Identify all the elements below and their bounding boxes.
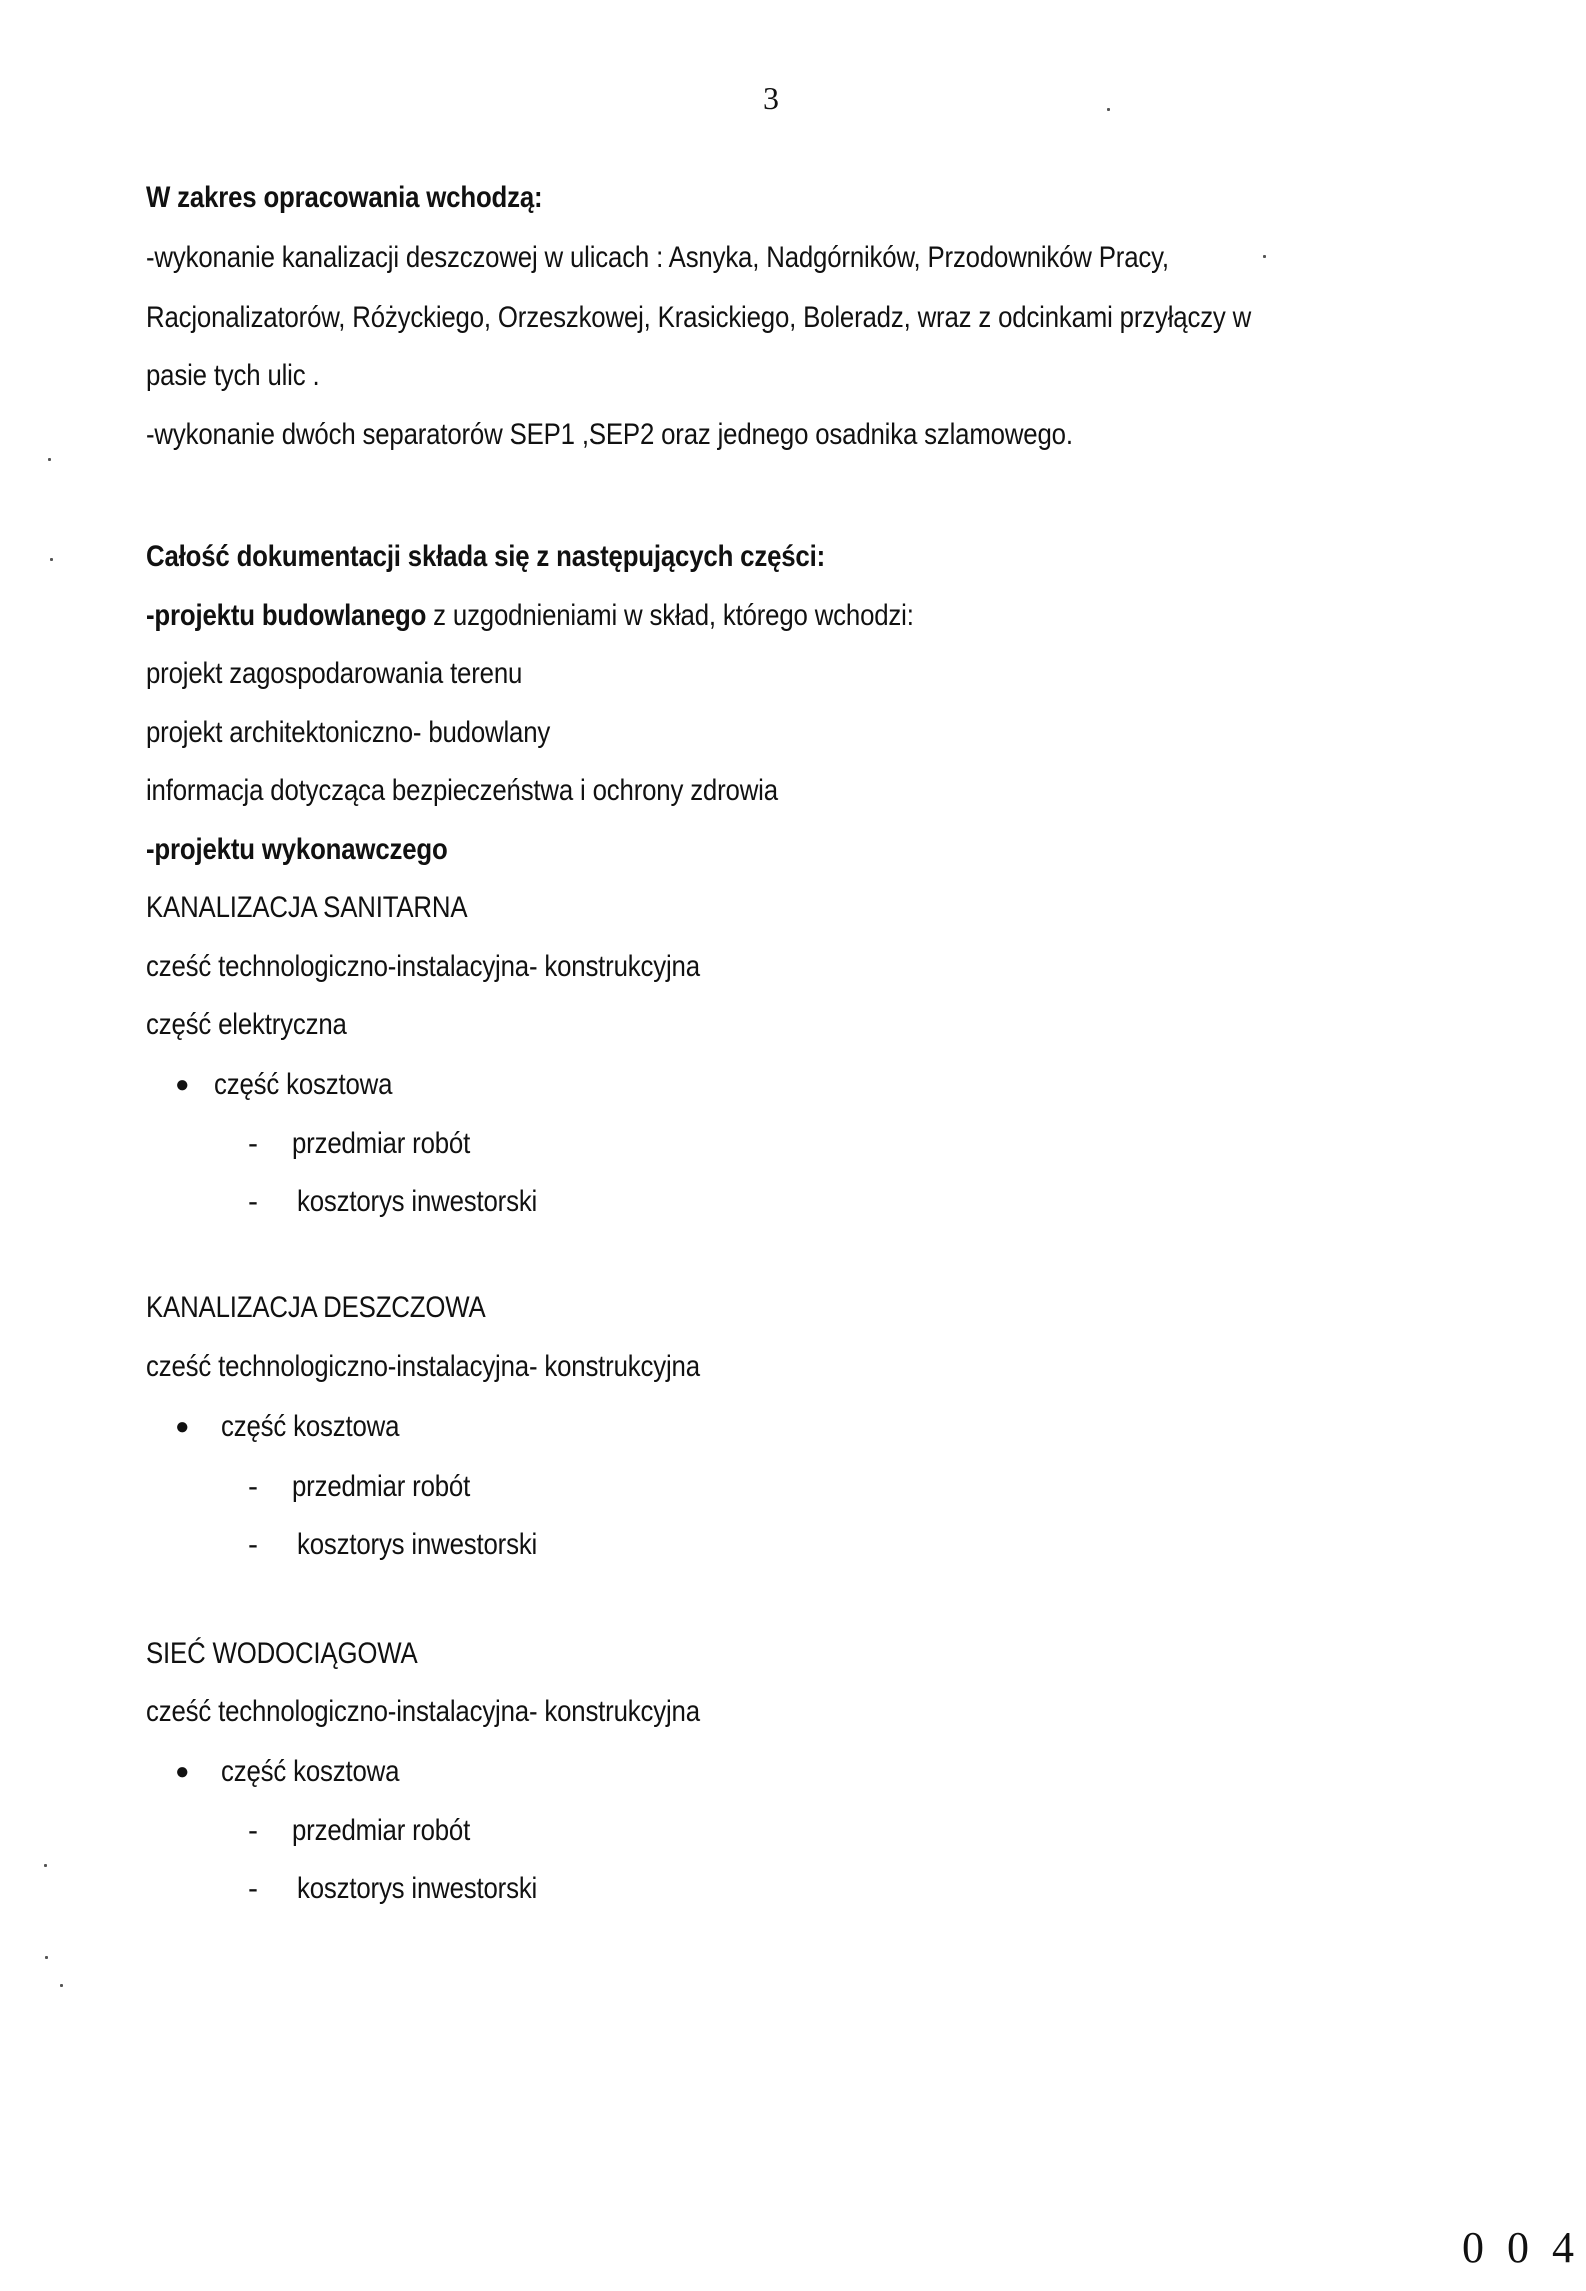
section-title: KANALIZACJA SANITARNA — [146, 891, 468, 924]
scan-speck — [48, 458, 51, 461]
intro-line: -wykonanie kanalizacji deszczowej w ulicach : Asnyka, Nadgórników, Przodowników Pracy, — [146, 241, 1169, 274]
sub-item: kosztorys inwestorski — [297, 1872, 538, 1905]
dash-icon: - — [248, 1814, 258, 1847]
construction-project-line — [146, 598, 914, 634]
section-part: cześć technologiczno-instalacyjna- konstrukcyjna — [146, 950, 700, 983]
scan-speck — [44, 1864, 47, 1867]
dash-icon: - — [248, 1185, 258, 1218]
intro-line: Racjonalizatorów, Różyckiego, Orzeszkowej, Krasickiego, Boleradz, wraz z odcinkami przyłączy w — [146, 301, 1252, 334]
dash-icon: - — [248, 1470, 258, 1503]
scan-speck — [60, 1984, 63, 1987]
dash-icon: - — [248, 1528, 258, 1561]
scan-speck — [50, 558, 53, 561]
intro-line: -wykonanie dwóch separatorów SEP1 ,SEP2 oraz jednego osadnika szlamowego. — [146, 418, 1073, 451]
scan-speck — [45, 1956, 48, 1959]
executive-project-label: -projektu wykonawczego — [146, 833, 448, 866]
section-part: cześć technologiczno-instalacyjna- konstrukcyjna — [146, 1350, 700, 1383]
bullet-icon: ● — [175, 1758, 190, 1785]
intro-line: pasie tych ulic . — [146, 359, 320, 392]
sub-item: przedmiar robót — [292, 1470, 471, 1503]
sub-item: kosztorys inwestorski — [297, 1528, 538, 1561]
construction-project-rest: z uzgodnieniami w skład, którego wchodzi: — [426, 599, 914, 632]
bullet-icon: ● — [175, 1413, 190, 1440]
section-part: część elektryczna — [146, 1008, 347, 1041]
bullet-label: część kosztowa — [221, 1755, 400, 1788]
documentation-heading: Całość dokumentacji składa się z następujących części: — [146, 540, 826, 573]
page-stamp: 0 0 4 — [1462, 2223, 1580, 2272]
dash-icon: - — [248, 1872, 258, 1905]
bullet-label: część kosztowa — [214, 1068, 393, 1101]
sub-item: przedmiar robót — [292, 1814, 471, 1847]
section-title: SIEĆ WODOCIĄGOWA — [146, 1637, 418, 1670]
scan-speck — [1107, 108, 1110, 111]
section-part: cześć technologiczno-instalacyjna- konstrukcyjna — [146, 1695, 700, 1728]
intro-heading: W zakres opracowania wchodzą: — [146, 181, 543, 214]
construction-item: projekt architektoniczno- budowlany — [146, 716, 551, 749]
page-number: 3 — [763, 80, 779, 116]
construction-item: projekt zagospodarowania terenu — [146, 657, 523, 690]
construction-project-label: -projektu budowlanego — [146, 599, 427, 632]
sub-item: przedmiar robót — [292, 1127, 471, 1160]
bullet-label: część kosztowa — [221, 1410, 400, 1443]
sub-item: kosztorys inwestorski — [297, 1185, 538, 1218]
construction-item: informacja dotycząca bezpieczeństwa i ochrony zdrowia — [146, 774, 778, 807]
section-title: KANALIZACJA DESZCZOWA — [146, 1291, 486, 1324]
scan-speck — [1263, 255, 1266, 258]
bullet-icon: ● — [175, 1071, 190, 1098]
dash-icon: - — [248, 1127, 258, 1160]
